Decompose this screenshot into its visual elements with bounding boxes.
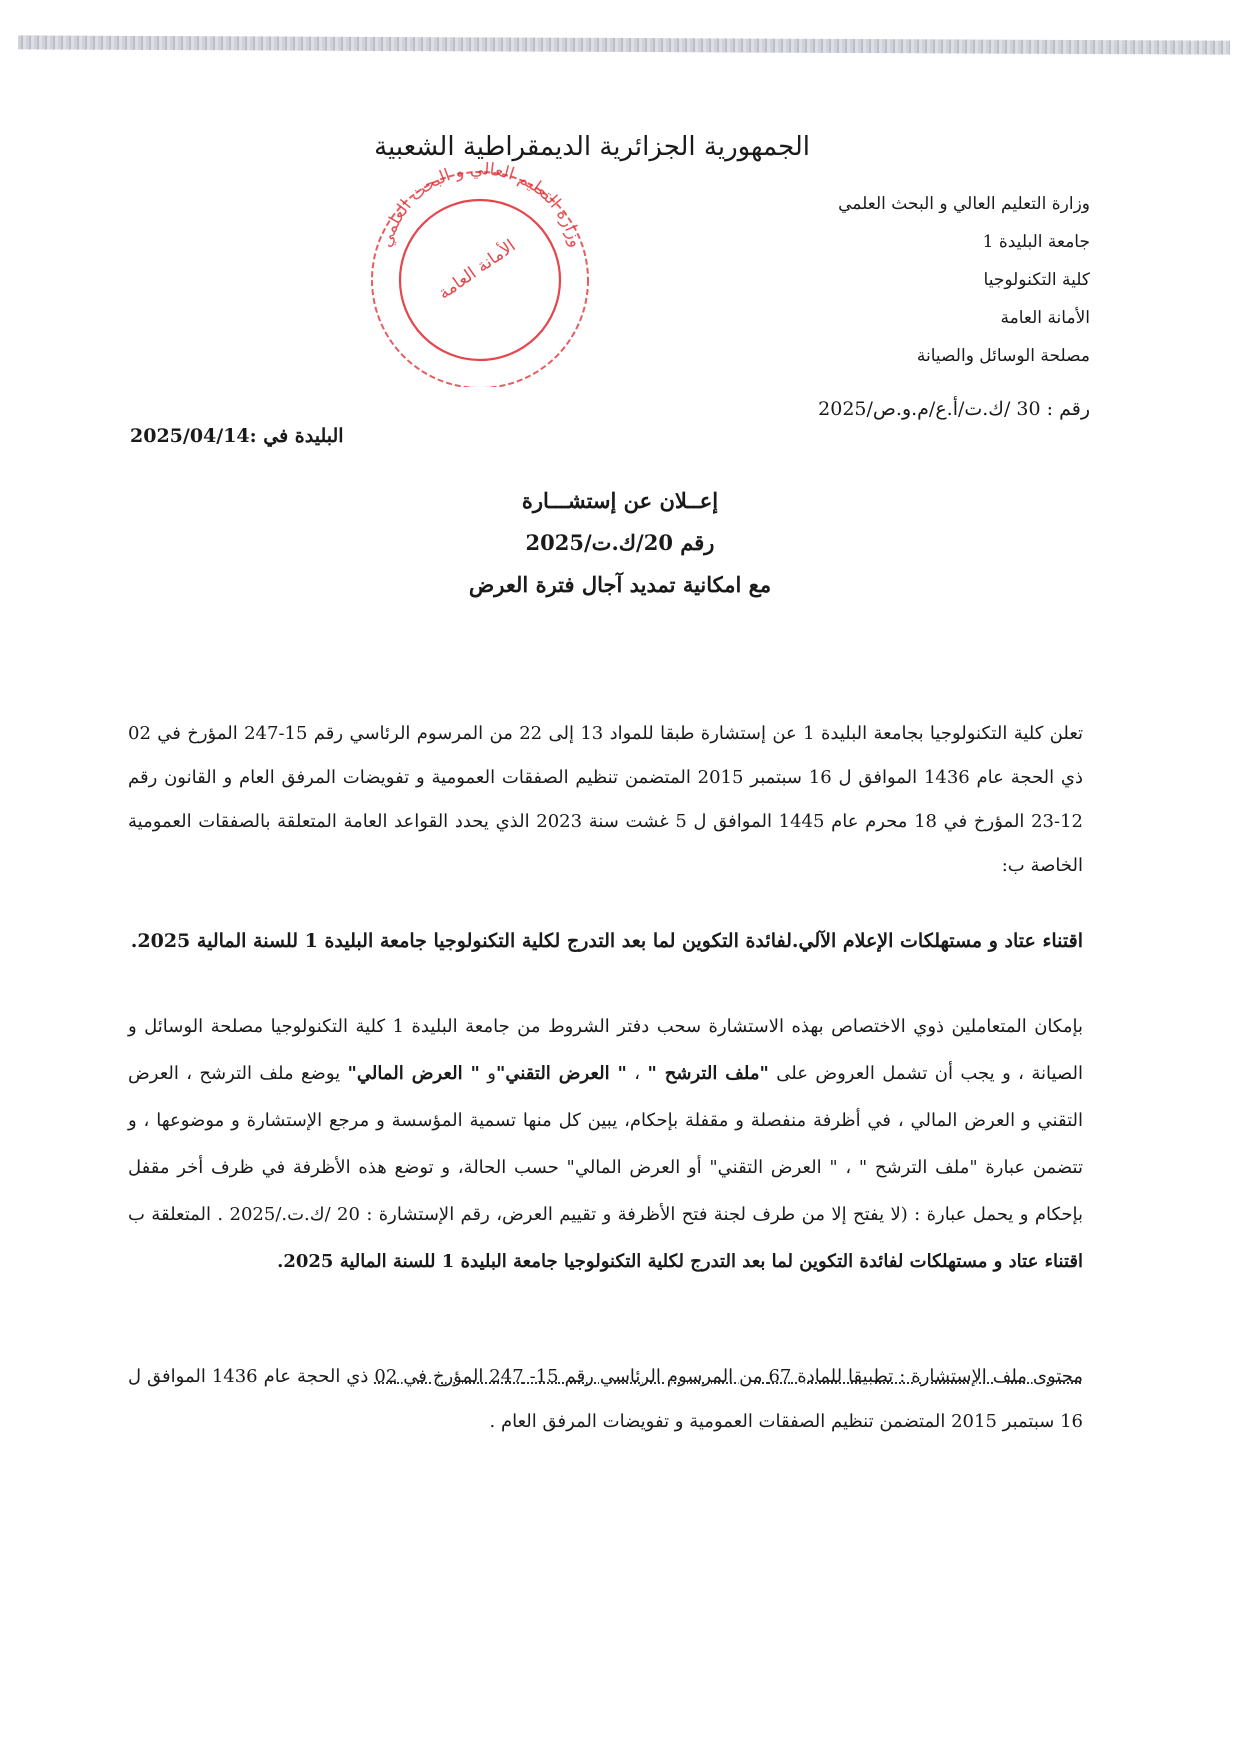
title-line-3: مع امكانية تمديد آجال فترة العرض bbox=[468, 572, 772, 597]
label-financial-offer: " العرض المالي" bbox=[347, 1063, 480, 1084]
faculty-name: كلية التكنولوجيا bbox=[983, 270, 1090, 290]
submission-text-e: يوضع ملف الترشح ، العرض التقني و العرض المالي ، في أظرفة منفصلة و مقفلة بإحكام، يبين كل منها تسمية المؤسسة و مرجع الإستشارة و موضوعها ، و تتضمن عبارة "ملف الترشح " ، " العرض التقني" أو العرض المالي" حسب الحالة، و توضع هذه الأظرفة في ظرف أخر مقفل بإحكام و يحمل عبارة : (لا يفتح إلا من طرف لجنة فتح الأظرفة و تقييم العرض، رقم الإستشارة : 20 /ك.ت./2025 . المتعلقة ب bbox=[128, 1063, 1084, 1225]
submission-and: و bbox=[479, 1063, 496, 1084]
svg-text:وزارة التعليم العالي و البحث ا bbox=[376, 162, 586, 250]
ministry-name: وزارة التعليم العالي و البحث العلمي bbox=[838, 194, 1090, 214]
submission-text-a: بإمكان المتعاملين ذوي الاختصاص بهذه الاستشارة سحب دفتر الشروط من جامعة البليدة 1 كلية التكنولوجيا مصلحة الوسائل و الصيانة ، و يجب أن تشمل العروض على bbox=[128, 1016, 1084, 1084]
announcement-title bbox=[0, 480, 1240, 606]
label-technical-offer: " العرض التقني" bbox=[495, 1063, 627, 1084]
service-name: مصلحة الوسائل والصيانة bbox=[916, 346, 1090, 366]
reference-number: رقم : 30 /ك.ت/أ.ع/م.و.ص/2025 bbox=[818, 398, 1090, 420]
label-candidacy-file: "ملف الترشح " bbox=[647, 1063, 769, 1084]
title-line-2: رقم 20/ك.ت/2025 bbox=[525, 530, 715, 555]
submission-subject-bold: اقتناء عتاد و مستهلكات لفائدة التكوين لما بعد التدرج لكلية التكنولوجيا جامعة البليدة 1 للسنة المالية 2025. bbox=[277, 1251, 1083, 1272]
secretariat-name: الأمانة العامة bbox=[1000, 308, 1090, 328]
official-stamp bbox=[360, 162, 600, 387]
university-name: جامعة البليدة 1 bbox=[982, 232, 1090, 252]
stamp-outer-text: وزارة التعليم العالي و البحث العلمي bbox=[376, 162, 586, 250]
stamp-inner-text: الأمانة العامة bbox=[434, 236, 520, 304]
paragraph-file-content bbox=[128, 1354, 1083, 1444]
submission-sep: ، bbox=[626, 1063, 648, 1084]
paragraph-legal-basis: تعلن كلية التكنولوجيا بجامعة البليدة 1 عن إستشارة طبقا للمواد 13 إلى 22 من المرسوم الرئاسي رقم 15-247 المؤرخ في 02 ذي الحجة عام 1436 الموافق ل 16 سبتمبر 2015 المتضمن تنظيم الصفقات العمومية و تفويضات المرفق العام و القانون رقم 12-23 المؤرخ في 18 محرم عام 1445 الموافق ل 5 غشت سنة 2023 الذي يحدد القواعد العامة المتعلقة بالصفقات العمومية الخاصة ب: bbox=[128, 723, 1084, 876]
scan-artifact-band bbox=[18, 35, 1230, 54]
institution-header bbox=[838, 185, 1090, 375]
file-content-text-a: محتوى ملف الإستشارة : تطبيقا للمادة 67 من المرسوم الرئاسي رقم 15- 247 المؤرخ في 02 bbox=[374, 1366, 1083, 1387]
title-line-1: إعــلان عن إستشـــارة bbox=[521, 488, 719, 513]
paragraph-subject: اقتناء عتاد و مستهلكات الإعلام الآلي.لفائدة التكوين لما بعد التدرج لكلية التكنولوجيا جامعة البليدة 1 للسنة المالية 2025. bbox=[130, 930, 1083, 952]
republic-heading: الجمهورية الجزائرية الديمقراطية الشعبية bbox=[374, 132, 810, 162]
paragraph-submission bbox=[128, 1003, 1083, 1285]
place-date: البليدة في :2025/04/14 bbox=[130, 425, 344, 447]
file-content-text-b: ذي الحجة عام 1436 الموافق ل 16 سبتمبر 2015 المتضمن تنظيم الصفقات العمومية و تفويضات المرفق العام . bbox=[128, 1366, 1083, 1432]
